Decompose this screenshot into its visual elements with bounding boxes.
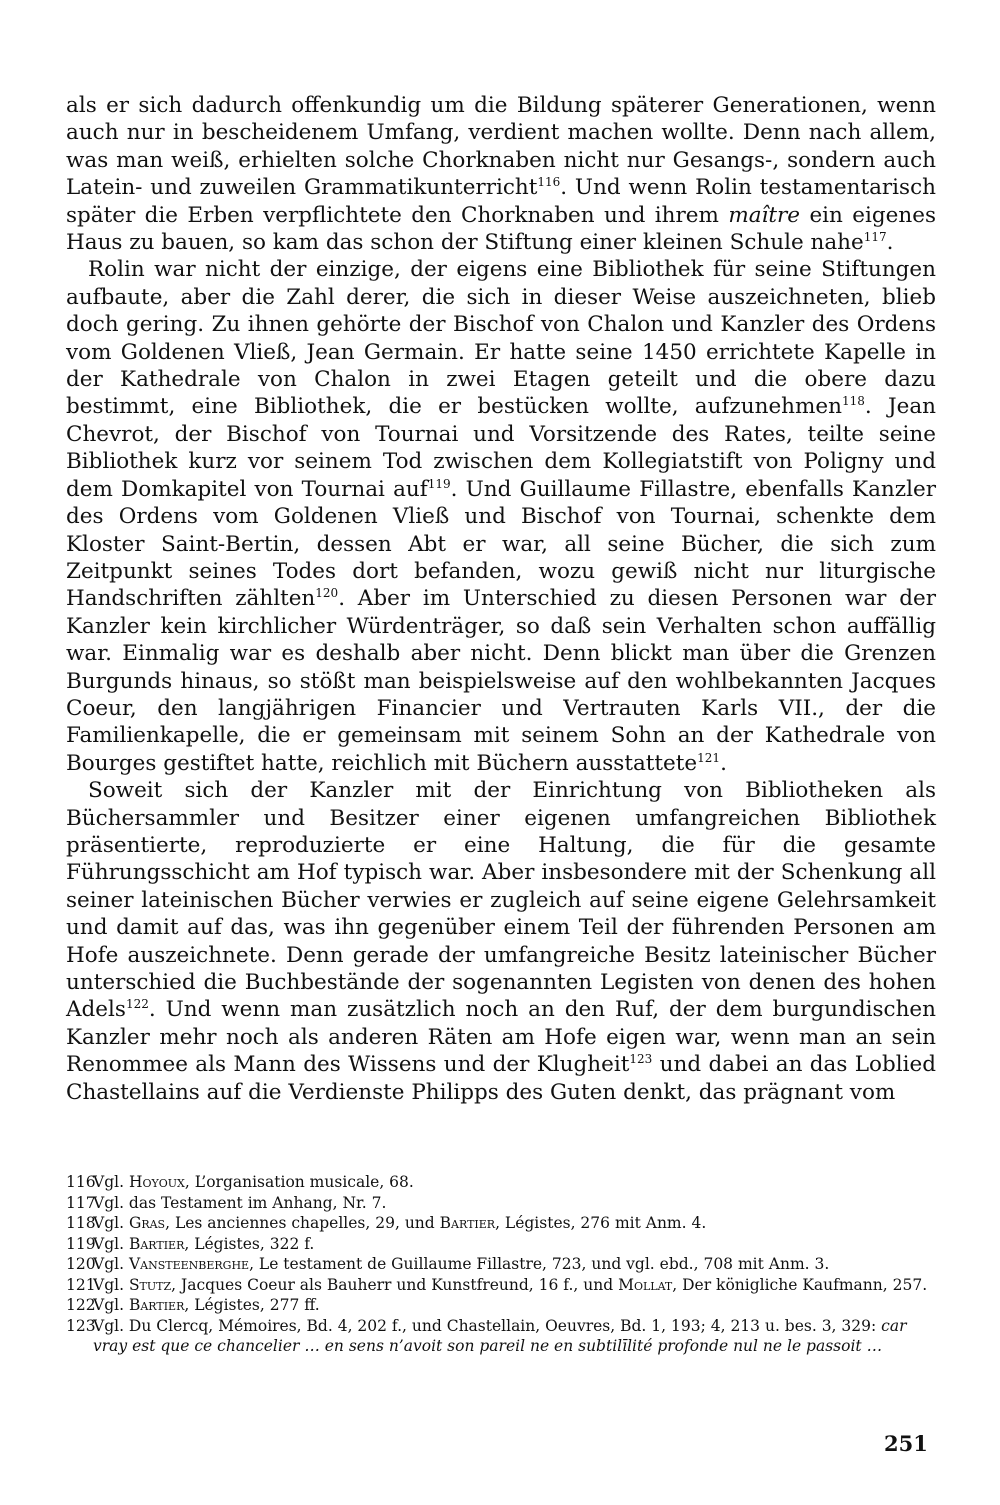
page-number: 251: [884, 1431, 928, 1456]
footnote-number: 121: [66, 1275, 96, 1294]
body-text: [66, 92, 943, 1106]
text-run: Vgl.: [93, 1214, 129, 1232]
footnote-reference: 118: [841, 394, 865, 409]
text-run: ein eigenes Haus zu bauen, so kam das schon der Stiftung einer kleinen Schule nahe: [66, 202, 943, 256]
footnote-text: [93, 1193, 936, 1214]
text-run: Gras: [128, 1214, 166, 1232]
text-run: Vgl.: [93, 1173, 129, 1191]
text-run: Hoyoux: [128, 1173, 185, 1191]
text-run: Stutz: [128, 1275, 172, 1294]
text-run: , Légistes, 277 ff.: [184, 1296, 320, 1314]
footnote-text: [93, 1316, 936, 1357]
footnote-reference: 120: [315, 586, 339, 601]
footnote-text: [93, 1275, 936, 1296]
text-run: als er sich dadurch offenkundig um die Bildung späterer Generationen, wenn auch nur in bescheidenem Umfang, verdient machen wollte. Denn nach allem, was man weiß, erhielten solche Chorknaben nicht nur Gesangs-, sondern auch Latein- und zuweilen Grammatikunterricht: [66, 93, 943, 201]
text-run: , Der königliche Kaufmann, 257.: [672, 1275, 928, 1294]
text-run: und dabei an das Loblied Chastellains auf die Verdienste Philipps des Guten denkt, das prägnant vom: [66, 1052, 943, 1105]
footnote-number: 123: [66, 1316, 96, 1335]
text-run: Vgl.: [93, 1275, 129, 1294]
text-run: , Le testament de Guillaume Fillastre, 723, und vgl. ebd., 708 mit Anm. 3.: [249, 1255, 830, 1273]
text-run: , Légistes, 322 f.: [184, 1234, 315, 1253]
text-run: Vgl.: [93, 1234, 129, 1253]
text-run: Bartier: [439, 1214, 496, 1232]
text-run: Vgl.: [93, 1255, 129, 1273]
text-run: Vgl. Du Clercq, Mémoires, Bd. 4, 202 f., und Chastellain, Oeuvres, Bd. 1, 193; 4, 213 u. bes. 3, 329:: [93, 1316, 882, 1335]
text-run: Mollat: [618, 1275, 673, 1294]
text-run: .: [720, 750, 727, 776]
text-run: , Légistes, 276 mit Anm. 4.: [495, 1214, 707, 1232]
paragraph: [66, 777, 943, 1106]
text-run: .: [886, 230, 894, 256]
footnote-number: 117: [66, 1193, 96, 1212]
text-run: maître: [728, 202, 801, 228]
text-run: . Und wenn Rolin testamentarisch später die Erben verpflichtete den Chorknaben und ihrem: [66, 175, 943, 228]
footnote-reference: 121: [697, 750, 721, 765]
footnote-reference: 123: [629, 1052, 653, 1067]
footnote: [66, 1172, 936, 1193]
footnote: [66, 1295, 936, 1316]
footnote: [66, 1193, 936, 1214]
text-run: Vgl. das Testament im Anhang, Nr. 7.: [93, 1193, 387, 1212]
text-run: Rolin war nicht der einzige, der eigens eine Bibliothek für seine Stiftungen aufbaute, aber die Zahl derer, die sich in dieser Weise auszeichneten, blieb doch gering. Zu ihnen gehörte der Bischof von Chalon und Kanzler des Ordens vom Goldenen Vließ, Jean Germain. Er hatte seine 1450 errichtete Kapelle in der Kathedrale von Chalon in zwei Etagen geteilt und die obere dazu bestimmt, eine Bibliothek, die er bestücken wollte, aufzunehmen: [66, 257, 943, 420]
text-run: . Und wenn man zusätzlich noch an den Ruf, der dem burgundischen Kanzler mehr noch als anderen Räten am Hofe eigen war, wenn man an sein Renommee als Mann des Wissens und der Klugheit: [66, 997, 943, 1078]
text-run: . Und Guillaume Fillastre, ebenfalls Kanzler des Ordens vom Goldenen Vließ und Bischof von Tournai, schenkte dem Kloster Saint-Bertin, dessen Abt er war, all seine Bücher, die sich zum Zeitpunkt seines Todes dort befanden, wozu gewiß nicht nur liturgische Handschriften zählten: [66, 476, 943, 612]
footnote-number: 119: [66, 1234, 96, 1253]
text-run: , L’organisation musicale, 68.: [184, 1173, 414, 1191]
footnote-reference: 122: [125, 997, 149, 1012]
text-run: Vansteenberghe: [128, 1255, 250, 1273]
paragraph: [66, 92, 943, 256]
footnote-text: [93, 1213, 936, 1234]
footnote-reference: 116: [537, 175, 561, 190]
footnote: [66, 1316, 936, 1357]
text-run: , Jacques Coeur als Bauherr und Kunstfreund, 16 f., und: [171, 1275, 619, 1294]
text-run: , Les anciennes chapelles, 29, und: [165, 1214, 440, 1232]
text-run: Bartier: [128, 1234, 185, 1253]
footnote-reference: 117: [863, 229, 887, 244]
footnote-number: 122: [66, 1296, 96, 1314]
footnote-text: [93, 1254, 936, 1275]
footnote-text: [93, 1172, 936, 1193]
footnote-reference: 119: [427, 476, 451, 491]
footnote-number: 116: [66, 1173, 96, 1191]
text-run: Soweit sich der Kanzler mit der Einrichtung von Bibliotheken als Büchersammler und Besitzer einer eigenen umfangreichen Bibliothek präsentierte, reproduzierte er eine Haltung, die für die gesamte Führungsschicht am Hof typisch war. Aber insbesondere mit der Schenkung all seiner lateinischen Bücher verwies er zugleich auf seine eigene Gelehrsamkeit und damit auf das, was ihn gegenüber einem Teil der führenden Personen am Hofe auszeichnete. Denn gerade der umfangreiche Besitz lateinischer Bücher unterschied die Buchbestände der sogenannten Legisten von denen des hohen Adels: [66, 778, 943, 1023]
footnote: [66, 1213, 936, 1234]
footnote-text: [93, 1234, 936, 1255]
text-run: . Aber im Unterschied zu diesen Personen war der Kanzler kein kirchlicher Würdenträger, so daß sein Verhalten schon auffällig war. Einmalig war es deshalb aber nicht. Denn blickt man über die Grenzen Burgunds hinaus, so stößt man beispielsweise auf den wohlbekannten Jacques Coeur, den langjährigen Financier und Vertrauten Karls VII., der die Familienkapelle, die er gemeinsam mit seinem Sohn an der Kathedrale von Bourges gestiftet hatte, reichlich mit Büchern ausstattete: [66, 586, 943, 776]
footnote: [66, 1275, 936, 1296]
footnote: [66, 1254, 936, 1275]
text-run: Vgl.: [93, 1296, 129, 1314]
footnote-number: 120: [66, 1255, 96, 1273]
footnote-number: 118: [66, 1214, 96, 1232]
footnotes: [66, 1172, 936, 1357]
text-run: car vray est que ce chancelier … en sens n’avoit son pareil ne en subtilīlité profonde nul ne le passoit …: [93, 1316, 912, 1355]
text-run: Bartier: [128, 1296, 185, 1314]
paragraph: [66, 256, 943, 777]
footnote-text: [93, 1295, 936, 1316]
text-run: . Jean Chevrot, der Bischof von Tournai und Vorsitzende des Rates, teilte seine Bibliothek kurz vor seinem Tod zwischen dem Kollegiatstift von Poligny und dem Domkapitel von Tournai auf: [66, 394, 943, 502]
footnote: [66, 1234, 936, 1255]
